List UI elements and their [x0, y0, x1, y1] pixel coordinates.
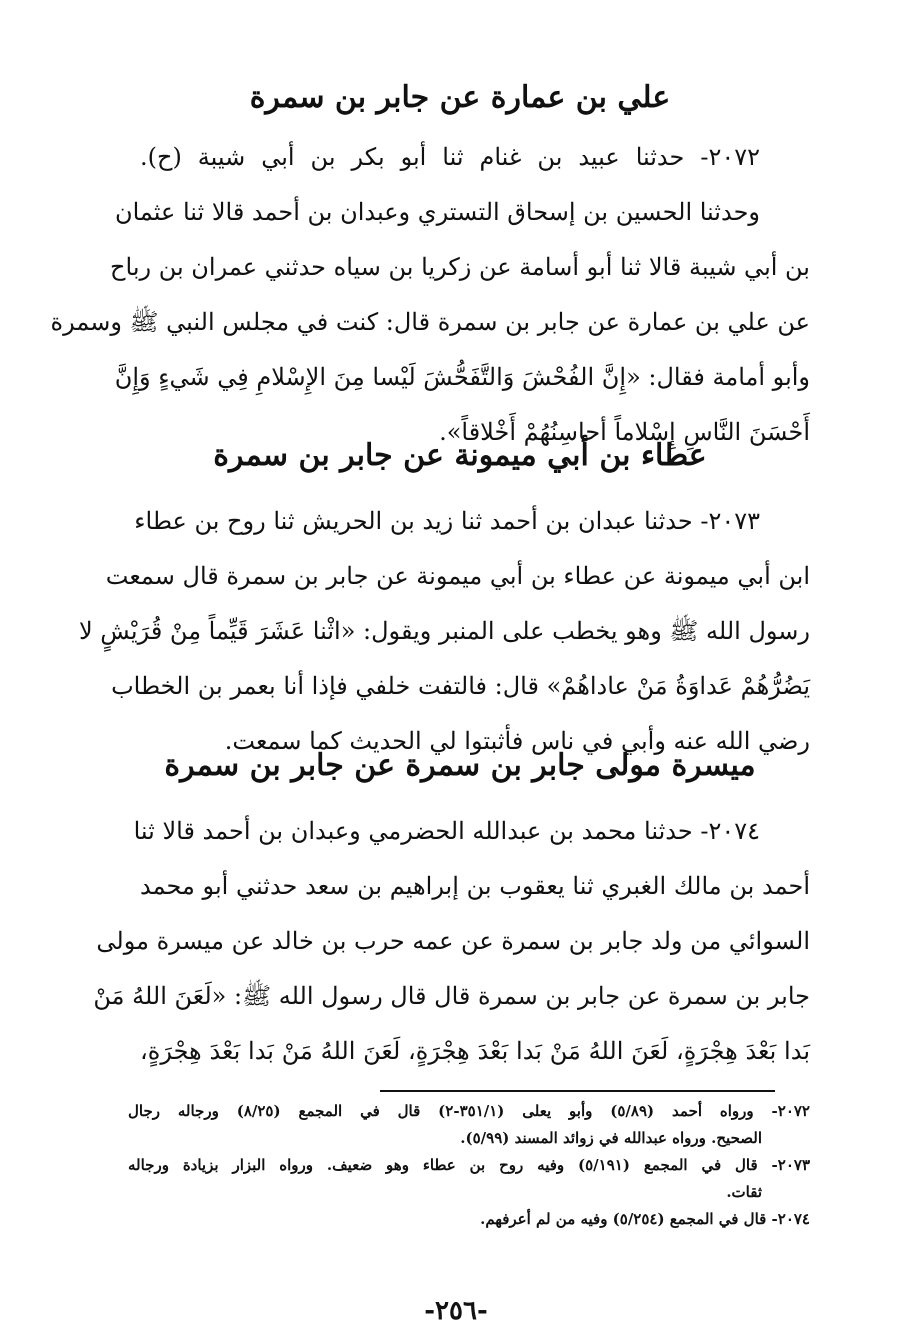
hadith-2072-text: [50, 130, 810, 460]
hadith-line: ابن أبي ميمونة عن عطاء بن أبي ميمونة عن جابر بن سمرة قال سمعت: [105, 562, 810, 590]
footnote-2073-continued: ثقات.: [726, 1183, 762, 1201]
footnote-2073: ٢٠٧٣- قال في المجمع (٥/١٩١) وفيه روح بن عطاء وهو ضعيف. ورواه البزار بزيادة ورجاله: [128, 1156, 811, 1174]
footnote-2072-continued: الصحيح. ورواه عبدالله في زوائد المسند (٥/٩٩).: [460, 1129, 762, 1147]
hadith-line: أَحْسَنَ النَّاسِ إِسْلاماً أحاسِنُهُمْ أَخْلاقاً».: [439, 418, 810, 446]
hadith-2074-text: [93, 804, 810, 1079]
hadith-line: وحدثنا الحسين بن إسحاق التستري وعبدان بن أحمد قالا ثنا عثمان: [114, 198, 760, 226]
hadith-2073-text: [78, 494, 810, 769]
footnote-2074: ٢٠٧٤- قال في المجمع (٥/٢٥٤) وفيه من لم أعرفهم.: [480, 1210, 810, 1228]
footnote-separator: [380, 1090, 775, 1092]
hadith-line: رضي الله عنه وأبي في ناس فأثبتوا لي الحديث كما سمعت.: [224, 727, 810, 755]
section-heading-maysara: ميسرة مولى جابر بن سمرة عن جابر بن سمرة: [164, 748, 756, 783]
hadith-line: ٢٠٧٤- حدثنا محمد بن عبدالله الحضرمي وعبدان بن أحمد قالا ثنا: [133, 817, 760, 845]
footnotes: [128, 1098, 810, 1233]
hadith-line: وأبو أمامة فقال: «إِنَّ الفُحْشَ وَالتَّفَحُّشَ لَيْسا مِنَ الإِسْلامِ فِي شَيءٍ وَإِنَّ: [114, 363, 810, 391]
hadith-line: ٢٠٧٢- حدثنا عبيد بن غنام ثنا أبو بكر بن أبي شيبة (ح).: [140, 143, 760, 171]
hadith-line: بن أبي شيبة قالا ثنا أبو أسامة عن زكريا بن سياه حدثني عمران بن رباح: [110, 253, 810, 281]
hadith-line: ٢٠٧٣- حدثنا عبدان بن أحمد ثنا زيد بن الحريش ثنا روح بن عطاء: [134, 507, 760, 535]
hadith-line: رسول الله ﷺ وهو يخطب على المنبر ويقول: «اثْنا عَشَرَ قَيِّماً مِنْ قُرَيْشٍ لا: [78, 617, 810, 645]
hadith-line: جابر بن سمرة عن جابر بن سمرة قال قال رسول الله ﷺ: «لَعَنَ اللهُ مَنْ: [93, 982, 810, 1010]
section-heading-ata-ibn-abi-maymuna: عطاء بن أبي ميمونة عن جابر بن سمرة: [213, 438, 707, 473]
hadith-line: السوائي من ولد جابر بن سمرة عن عمه حرب بن خالد عن ميسرة مولى: [96, 927, 810, 955]
section-heading-ali-ibn-umara: علي بن عمارة عن جابر بن سمرة: [249, 80, 671, 115]
hadith-line: عن علي بن عمارة عن جابر بن سمرة قال: كنت في مجلس النبي ﷺ وسمرة: [50, 308, 810, 336]
footnote-2072: ٢٠٧٢- ورواه أحمد (٥/٨٩) وأبو يعلى (٣٥١/١-٢) قال في المجمع (٨/٢٥) ورجاله رجال: [128, 1102, 810, 1120]
hadith-line: أحمد بن مالك الغبري ثنا يعقوب بن إبراهيم بن سعد حدثني أبو محمد: [140, 872, 810, 900]
hadith-line: يَضُرُّهُمْ عَداوَةُ مَنْ عاداهُمْ» قال: فالتفت خلفي فإذا أنا بعمر بن الخطاب: [111, 672, 810, 700]
page-number: -٢٥٦-: [424, 1296, 488, 1326]
hadith-line: بَدا بَعْدَ هِجْرَةٍ، لَعَنَ اللهُ مَنْ بَدا بَعْدَ هِجْرَةٍ، لَعَنَ اللهُ مَنْ بَدا بَعْدَ هِجْرَةٍ،: [140, 1037, 810, 1065]
